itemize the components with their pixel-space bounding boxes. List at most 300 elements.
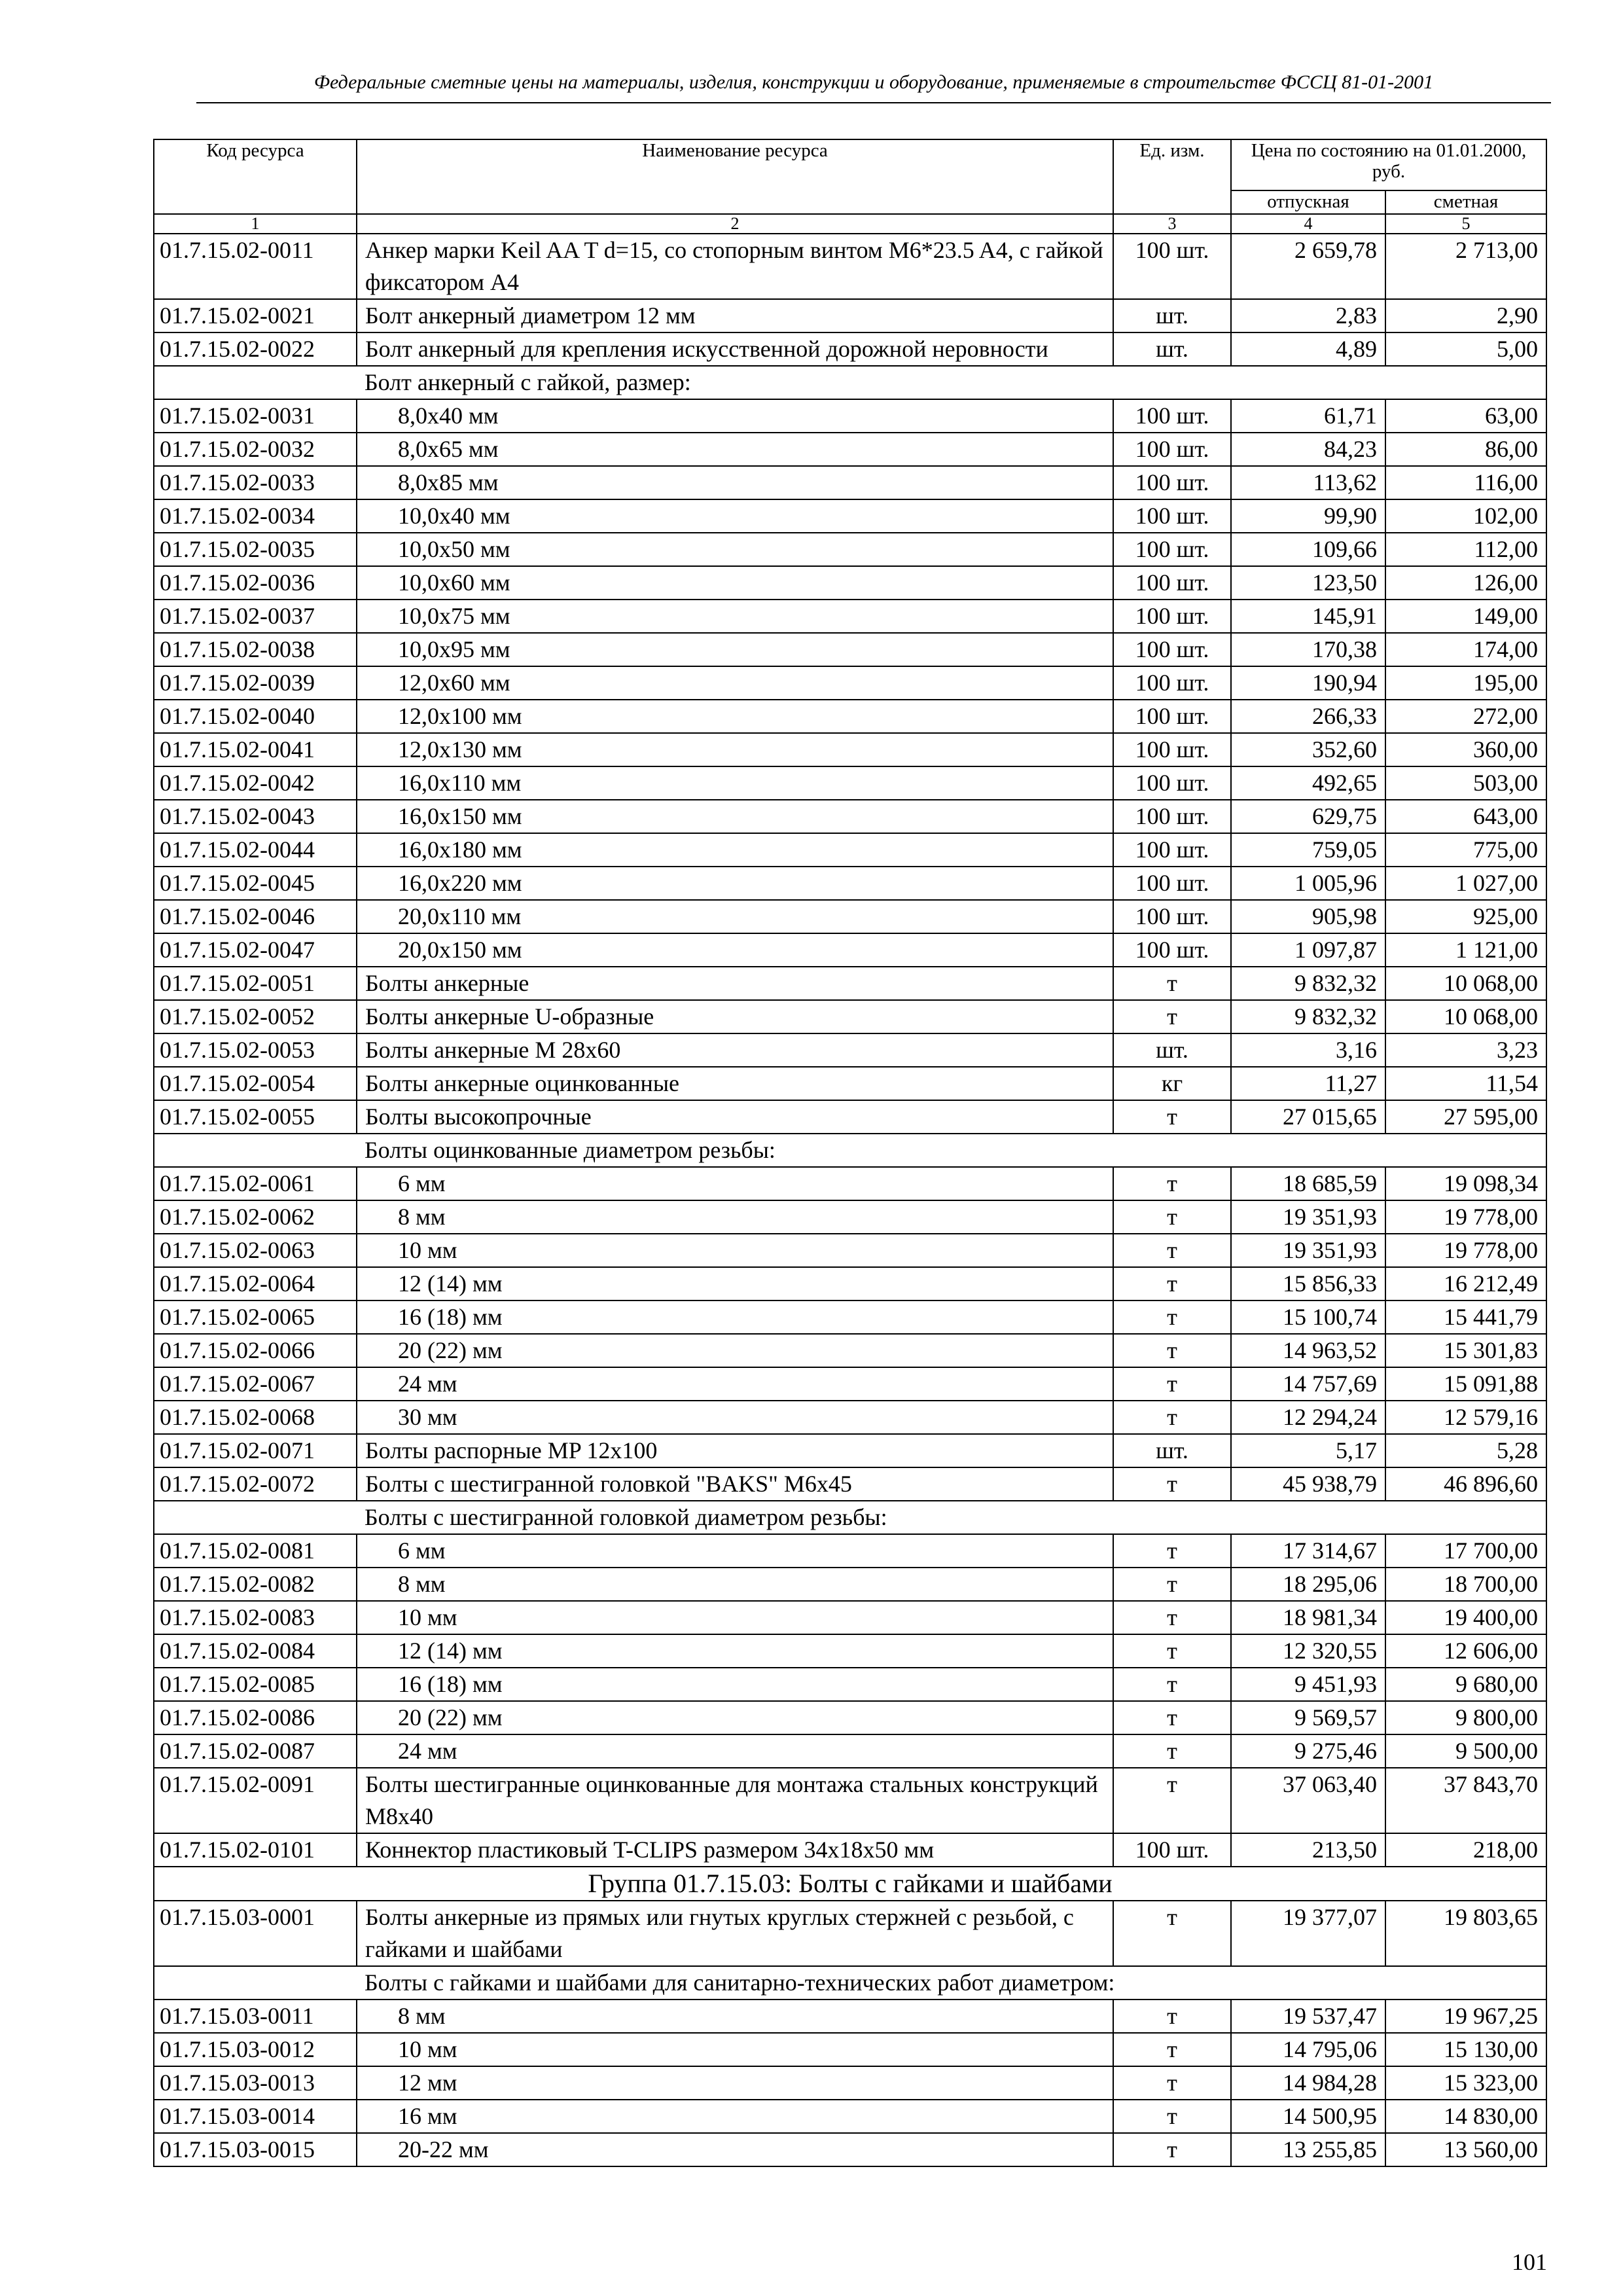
estimate-price: 149,00: [1385, 600, 1546, 633]
unit-of-measure: т: [1113, 2033, 1231, 2066]
price-table: [153, 139, 1547, 2167]
estimate-price: 102,00: [1385, 499, 1546, 533]
estimate-price: 116,00: [1385, 466, 1546, 499]
resource-code: 01.7.15.02-0042: [154, 766, 357, 800]
table-row: [154, 466, 1546, 499]
release-price: 5,17: [1231, 1434, 1385, 1467]
table-row: [154, 1067, 1546, 1100]
release-price: 45 938,79: [1231, 1467, 1385, 1501]
table-row: [154, 1434, 1546, 1467]
table-row: [154, 433, 1546, 466]
empty-cell: [154, 366, 357, 399]
table-row: [154, 1701, 1546, 1734]
estimate-price: 12 579,16: [1385, 1401, 1546, 1434]
table-row: [154, 1367, 1546, 1401]
resource-code: 01.7.15.03-0011: [154, 2000, 357, 2033]
resource-name: Болты распорные MP 12x100: [357, 1434, 1113, 1467]
unit-of-measure: 100 шт.: [1113, 700, 1231, 733]
estimate-price: 19 778,00: [1385, 1200, 1546, 1234]
resource-code: 01.7.15.02-0085: [154, 1668, 357, 1701]
resource-code: 01.7.15.02-0033: [154, 466, 357, 499]
page-number: 101: [1512, 2249, 1547, 2275]
resource-name: 16 (18) мм: [357, 1668, 1113, 1701]
table-row: [154, 299, 1546, 332]
estimate-price: 37 843,70: [1385, 1768, 1546, 1833]
release-price: 4,89: [1231, 332, 1385, 366]
table-row: [154, 666, 1546, 700]
release-price: 213,50: [1231, 1833, 1385, 1867]
table-row: [154, 600, 1546, 633]
resource-code: 01.7.15.02-0054: [154, 1067, 357, 1100]
release-price: 18 295,06: [1231, 1568, 1385, 1601]
estimate-price: 174,00: [1385, 633, 1546, 666]
page-header-title: Федеральные сметные цены на материалы, изделия, конструкции и оборудование, применяемые в строительстве ФССЦ 81-01-2001: [313, 71, 1434, 93]
resource-name: 10,0x75 мм: [357, 600, 1113, 633]
resource-name: 8,0x65 мм: [357, 433, 1113, 466]
resource-code: 01.7.15.02-0047: [154, 933, 357, 967]
unit-of-measure: т: [1113, 2100, 1231, 2133]
estimate-price: 1 121,00: [1385, 933, 1546, 967]
resource-name: 8 мм: [357, 2000, 1113, 2033]
estimate-price: 9 680,00: [1385, 1668, 1546, 1701]
estimate-price: 15 130,00: [1385, 2033, 1546, 2066]
release-price: 15 856,33: [1231, 1267, 1385, 1300]
unit-of-measure: 100 шт.: [1113, 800, 1231, 833]
resource-name: 8 мм: [357, 1568, 1113, 1601]
resource-code: 01.7.15.02-0068: [154, 1401, 357, 1434]
release-price: 2,83: [1231, 299, 1385, 332]
estimate-price: 2 713,00: [1385, 234, 1546, 299]
unit-of-measure: 100 шт.: [1113, 234, 1231, 299]
unit-of-measure: шт.: [1113, 299, 1231, 332]
estimate-price: 112,00: [1385, 533, 1546, 566]
unit-of-measure: шт.: [1113, 1434, 1231, 1467]
unit-of-measure: т: [1113, 2133, 1231, 2166]
estimate-price: 925,00: [1385, 900, 1546, 933]
table-row: [154, 533, 1546, 566]
release-price: 13 255,85: [1231, 2133, 1385, 2166]
estimate-price: 218,00: [1385, 1833, 1546, 1867]
resource-name: 24 мм: [357, 1734, 1113, 1768]
release-price: 9 832,32: [1231, 967, 1385, 1000]
table-row: [154, 499, 1546, 533]
release-price: 9 275,46: [1231, 1734, 1385, 1768]
table-row: [154, 867, 1546, 900]
resource-code: 01.7.15.02-0065: [154, 1300, 357, 1334]
estimate-price: 10 068,00: [1385, 1000, 1546, 1033]
table-row: [154, 700, 1546, 733]
subgroup-heading: Болты оцинкованные диаметром резьбы:: [357, 1134, 1546, 1167]
table-row: [154, 2133, 1546, 2166]
estimate-price: 63,00: [1385, 399, 1546, 433]
table-row: [154, 833, 1546, 867]
resource-code: 01.7.15.02-0101: [154, 1833, 357, 1867]
resource-name: 10 мм: [357, 1601, 1113, 1634]
estimate-price: 14 830,00: [1385, 2100, 1546, 2133]
unit-of-measure: т: [1113, 2000, 1231, 2033]
resource-code: 01.7.15.02-0043: [154, 800, 357, 833]
table-row: [154, 933, 1546, 967]
release-price: 18 685,59: [1231, 1167, 1385, 1200]
unit-of-measure: 100 шт.: [1113, 533, 1231, 566]
unit-of-measure: 100 шт.: [1113, 766, 1231, 800]
resource-name: 20 (22) мм: [357, 1701, 1113, 1734]
resource-code: 01.7.15.02-0064: [154, 1267, 357, 1300]
column-number: 5: [1385, 214, 1546, 234]
header-unit: Ед. изм.: [1113, 139, 1231, 214]
release-price: 123,50: [1231, 566, 1385, 600]
resource-name: 12 (14) мм: [357, 1634, 1113, 1668]
resource-name: 12,0x130 мм: [357, 733, 1113, 766]
table-row: [154, 766, 1546, 800]
resource-code: 01.7.15.02-0072: [154, 1467, 357, 1501]
resource-code: 01.7.15.02-0031: [154, 399, 357, 433]
resource-code: 01.7.15.02-0071: [154, 1434, 357, 1467]
resource-code: 01.7.15.02-0032: [154, 433, 357, 466]
table-row: [154, 1534, 1546, 1568]
estimate-price: 19 098,34: [1385, 1167, 1546, 1200]
table-row: [154, 1768, 1546, 1833]
estimate-price: 46 896,60: [1385, 1467, 1546, 1501]
resource-name: 10,0x40 мм: [357, 499, 1113, 533]
release-price: 99,90: [1231, 499, 1385, 533]
header-name: Наименование ресурса: [357, 139, 1113, 214]
empty-cell: [154, 1501, 357, 1534]
resource-name: 16,0x110 мм: [357, 766, 1113, 800]
table-row: [154, 1901, 1546, 1966]
release-price: 19 351,93: [1231, 1234, 1385, 1267]
table-row: [154, 2066, 1546, 2100]
unit-of-measure: т: [1113, 1668, 1231, 1701]
subgroup-heading-row: [154, 1501, 1546, 1534]
release-price: 145,91: [1231, 600, 1385, 633]
column-number: 3: [1113, 214, 1231, 234]
resource-name: 16 мм: [357, 2100, 1113, 2133]
subgroup-heading-row: [154, 1134, 1546, 1167]
release-price: 12 294,24: [1231, 1401, 1385, 1434]
resource-code: 01.7.15.02-0067: [154, 1367, 357, 1401]
resource-name: Болты анкерные M 28x60: [357, 1033, 1113, 1067]
estimate-price: 86,00: [1385, 433, 1546, 466]
estimate-price: 17 700,00: [1385, 1534, 1546, 1568]
header-release-price: отпускная: [1231, 190, 1385, 214]
table-row: [154, 1568, 1546, 1601]
release-price: 2 659,78: [1231, 234, 1385, 299]
estimate-price: 775,00: [1385, 833, 1546, 867]
resource-code: 01.7.15.02-0046: [154, 900, 357, 933]
table-row: [154, 1401, 1546, 1434]
resource-code: 01.7.15.02-0036: [154, 566, 357, 600]
resource-name: Анкер марки Keil AA T d=15, со стопорным винтом M6*23.5 A4, с гайкой фиксатором A4: [357, 234, 1113, 299]
table-row: [154, 2033, 1546, 2066]
resource-code: 01.7.15.02-0051: [154, 967, 357, 1000]
resource-code: 01.7.15.02-0021: [154, 299, 357, 332]
resource-code: 01.7.15.02-0039: [154, 666, 357, 700]
unit-of-measure: т: [1113, 1601, 1231, 1634]
table-row: [154, 633, 1546, 666]
release-price: 19 377,07: [1231, 1901, 1385, 1966]
unit-of-measure: т: [1113, 1000, 1231, 1033]
unit-of-measure: 100 шт.: [1113, 733, 1231, 766]
resource-name: 10,0x95 мм: [357, 633, 1113, 666]
resource-code: 01.7.15.02-0022: [154, 332, 357, 366]
empty-cell: [154, 1134, 357, 1167]
resource-code: 01.7.15.02-0066: [154, 1334, 357, 1367]
release-price: 19 537,47: [1231, 2000, 1385, 2033]
unit-of-measure: т: [1113, 1234, 1231, 1267]
unit-of-measure: т: [1113, 1901, 1231, 1966]
subgroup-heading-row: [154, 1966, 1546, 2000]
estimate-price: 15 323,00: [1385, 2066, 1546, 2100]
estimate-price: 12 606,00: [1385, 1634, 1546, 1668]
resource-code: 01.7.15.02-0038: [154, 633, 357, 666]
resource-code: 01.7.15.02-0062: [154, 1200, 357, 1234]
unit-of-measure: т: [1113, 1100, 1231, 1134]
unit-of-measure: т: [1113, 967, 1231, 1000]
release-price: 3,16: [1231, 1033, 1385, 1067]
resource-code: 01.7.15.02-0086: [154, 1701, 357, 1734]
resource-name: 12 мм: [357, 2066, 1113, 2100]
release-price: 352,60: [1231, 733, 1385, 766]
resource-code: 01.7.15.02-0037: [154, 600, 357, 633]
release-price: 1 005,96: [1231, 867, 1385, 900]
resource-code: 01.7.15.02-0082: [154, 1568, 357, 1601]
resource-name: 16,0x150 мм: [357, 800, 1113, 833]
resource-code: 01.7.15.02-0041: [154, 733, 357, 766]
unit-of-measure: т: [1113, 1701, 1231, 1734]
release-price: 266,33: [1231, 700, 1385, 733]
resource-code: 01.7.15.02-0034: [154, 499, 357, 533]
release-price: 14 963,52: [1231, 1334, 1385, 1367]
estimate-price: 360,00: [1385, 733, 1546, 766]
release-price: 12 320,55: [1231, 1634, 1385, 1668]
table-row: [154, 332, 1546, 366]
resource-code: 01.7.15.03-0014: [154, 2100, 357, 2133]
unit-of-measure: т: [1113, 1568, 1231, 1601]
release-price: 61,71: [1231, 399, 1385, 433]
empty-cell: [154, 1966, 357, 2000]
resource-code: 01.7.15.03-0012: [154, 2033, 357, 2066]
release-price: 19 351,93: [1231, 1200, 1385, 1234]
table-row: [154, 1000, 1546, 1033]
estimate-price: 16 212,49: [1385, 1267, 1546, 1300]
resource-code: 01.7.15.02-0053: [154, 1033, 357, 1067]
unit-of-measure: т: [1113, 1768, 1231, 1833]
unit-of-measure: т: [1113, 1634, 1231, 1668]
release-price: 11,27: [1231, 1067, 1385, 1100]
table-row: [154, 900, 1546, 933]
estimate-price: 643,00: [1385, 800, 1546, 833]
unit-of-measure: 100 шт.: [1113, 867, 1231, 900]
release-price: 113,62: [1231, 466, 1385, 499]
unit-of-measure: т: [1113, 1734, 1231, 1768]
resource-name: 16,0x180 мм: [357, 833, 1113, 867]
release-price: 759,05: [1231, 833, 1385, 867]
release-price: 109,66: [1231, 533, 1385, 566]
column-number: 4: [1231, 214, 1385, 234]
estimate-price: 1 027,00: [1385, 867, 1546, 900]
group-title-row: [154, 1867, 1546, 1901]
resource-name: 6 мм: [357, 1167, 1113, 1200]
unit-of-measure: т: [1113, 2066, 1231, 2100]
unit-of-measure: шт.: [1113, 332, 1231, 366]
header-code: Код ресурса: [154, 139, 357, 214]
table-row: [154, 1033, 1546, 1067]
unit-of-measure: т: [1113, 1534, 1231, 1568]
release-price: 14 500,95: [1231, 2100, 1385, 2133]
unit-of-measure: шт.: [1113, 1033, 1231, 1067]
release-price: 1 097,87: [1231, 933, 1385, 967]
release-price: 27 015,65: [1231, 1100, 1385, 1134]
resource-code: 01.7.15.03-0015: [154, 2133, 357, 2166]
estimate-price: 11,54: [1385, 1067, 1546, 1100]
subgroup-heading: Болты с гайками и шайбами для санитарно-технических работ диаметром:: [357, 1966, 1546, 2000]
estimate-price: 272,00: [1385, 700, 1546, 733]
resource-name: 30 мм: [357, 1401, 1113, 1434]
table-body: [154, 234, 1546, 2166]
estimate-price: 9 500,00: [1385, 1734, 1546, 1768]
resource-name: 8,0x85 мм: [357, 466, 1113, 499]
resource-name: 10,0x60 мм: [357, 566, 1113, 600]
column-number: 1: [154, 214, 357, 234]
estimate-price: 18 700,00: [1385, 1568, 1546, 1601]
estimate-price: 19 967,25: [1385, 2000, 1546, 2033]
table-row: [154, 2100, 1546, 2133]
resource-name: Болты анкерные оцинкованные: [357, 1067, 1113, 1100]
resource-name: 10 мм: [357, 2033, 1113, 2066]
estimate-price: 19 803,65: [1385, 1901, 1546, 1966]
resource-code: 01.7.15.02-0044: [154, 833, 357, 867]
resource-name: 16 (18) мм: [357, 1300, 1113, 1334]
subgroup-heading: Болты с шестигранной головкой диаметром резьбы:: [357, 1501, 1546, 1534]
unit-of-measure: 100 шт.: [1113, 466, 1231, 499]
table-row: [154, 1601, 1546, 1634]
resource-name: 8,0x40 мм: [357, 399, 1113, 433]
estimate-price: 13 560,00: [1385, 2133, 1546, 2166]
release-price: 9 569,57: [1231, 1701, 1385, 1734]
release-price: 14 795,06: [1231, 2033, 1385, 2066]
estimate-price: 10 068,00: [1385, 967, 1546, 1000]
estimate-price: 19 778,00: [1385, 1234, 1546, 1267]
unit-of-measure: т: [1113, 1167, 1231, 1200]
resource-name: Болт анкерный для крепления искусственной дорожной неровности: [357, 332, 1113, 366]
resource-name: Болты анкерные: [357, 967, 1113, 1000]
table-row: [154, 1267, 1546, 1300]
estimate-price: 3,23: [1385, 1033, 1546, 1067]
unit-of-measure: 100 шт.: [1113, 900, 1231, 933]
table-row: [154, 1668, 1546, 1701]
table-row: [154, 1167, 1546, 1200]
unit-of-measure: т: [1113, 1334, 1231, 1367]
estimate-price: 15 091,88: [1385, 1367, 1546, 1401]
header-estimate-price: сметная: [1385, 190, 1546, 214]
subgroup-heading-row: [154, 366, 1546, 399]
resource-name: Болты анкерные из прямых или гнутых круглых стержней с резьбой, с гайками и шайбами: [357, 1901, 1113, 1966]
release-price: 37 063,40: [1231, 1768, 1385, 1833]
resource-name: 20 (22) мм: [357, 1334, 1113, 1367]
resource-name: 16,0x220 мм: [357, 867, 1113, 900]
release-price: 9 832,32: [1231, 1000, 1385, 1033]
resource-name: Болт анкерный диаметром 12 мм: [357, 299, 1113, 332]
table-row: [154, 566, 1546, 600]
resource-code: 01.7.15.02-0035: [154, 533, 357, 566]
estimate-price: 503,00: [1385, 766, 1546, 800]
unit-of-measure: т: [1113, 1267, 1231, 1300]
resource-code: 01.7.15.02-0055: [154, 1100, 357, 1134]
table-row: [154, 234, 1546, 299]
release-price: 15 100,74: [1231, 1300, 1385, 1334]
group-title: Группа 01.7.15.03: Болты с гайками и шайбами: [154, 1867, 1546, 1901]
release-price: 190,94: [1231, 666, 1385, 700]
release-price: 905,98: [1231, 900, 1385, 933]
unit-of-measure: кг: [1113, 1067, 1231, 1100]
release-price: 14 757,69: [1231, 1367, 1385, 1401]
unit-of-measure: 100 шт.: [1113, 933, 1231, 967]
resource-code: 01.7.15.03-0013: [154, 2066, 357, 2100]
table-row: [154, 733, 1546, 766]
estimate-price: 19 400,00: [1385, 1601, 1546, 1634]
release-price: 18 981,34: [1231, 1601, 1385, 1634]
table-row: [154, 967, 1546, 1000]
resource-name: 20-22 мм: [357, 2133, 1113, 2166]
resource-code: 01.7.15.02-0083: [154, 1601, 357, 1634]
resource-name: 10,0x50 мм: [357, 533, 1113, 566]
resource-name: 8 мм: [357, 1200, 1113, 1234]
table-row: [154, 1200, 1546, 1234]
resource-name: 6 мм: [357, 1534, 1113, 1568]
resource-name: Болты анкерные U-образные: [357, 1000, 1113, 1033]
unit-of-measure: т: [1113, 1367, 1231, 1401]
estimate-price: 126,00: [1385, 566, 1546, 600]
unit-of-measure: т: [1113, 1300, 1231, 1334]
release-price: 84,23: [1231, 433, 1385, 466]
unit-of-measure: 100 шт.: [1113, 433, 1231, 466]
estimate-price: 2,90: [1385, 299, 1546, 332]
release-price: 170,38: [1231, 633, 1385, 666]
resource-name: Коннектор пластиковый T-CLIPS размером 34x18x50 мм: [357, 1833, 1113, 1867]
resource-code: 01.7.15.02-0063: [154, 1234, 357, 1267]
table-row: [154, 1634, 1546, 1668]
resource-name: 12,0x100 мм: [357, 700, 1113, 733]
resource-code: 01.7.15.02-0084: [154, 1634, 357, 1668]
resource-code: 01.7.15.02-0087: [154, 1734, 357, 1768]
resource-code: 01.7.15.02-0052: [154, 1000, 357, 1033]
column-number: 2: [357, 214, 1113, 234]
header-price: Цена по состоянию на 01.01.2000, руб.: [1231, 139, 1546, 190]
resource-code: 01.7.15.02-0040: [154, 700, 357, 733]
release-price: 17 314,67: [1231, 1534, 1385, 1568]
resource-code: 01.7.15.03-0001: [154, 1901, 357, 1966]
unit-of-measure: 100 шт.: [1113, 399, 1231, 433]
resource-code: 01.7.15.02-0045: [154, 867, 357, 900]
resource-name: Болты с шестигранной головкой "BAKS" M6x45: [357, 1467, 1113, 1501]
unit-of-measure: 100 шт.: [1113, 666, 1231, 700]
unit-of-measure: т: [1113, 1467, 1231, 1501]
table-row: [154, 1234, 1546, 1267]
unit-of-measure: 100 шт.: [1113, 566, 1231, 600]
resource-code: 01.7.15.02-0011: [154, 234, 357, 299]
table-row: [154, 800, 1546, 833]
estimate-price: 195,00: [1385, 666, 1546, 700]
header-rule: [196, 102, 1551, 103]
resource-name: 20,0x110 мм: [357, 900, 1113, 933]
resource-code: 01.7.15.02-0061: [154, 1167, 357, 1200]
resource-name: Болты шестигранные оцинкованные для монтажа стальных конструкций M8x40: [357, 1768, 1113, 1833]
unit-of-measure: 100 шт.: [1113, 1833, 1231, 1867]
resource-name: 20,0x150 мм: [357, 933, 1113, 967]
unit-of-measure: 100 шт.: [1113, 600, 1231, 633]
release-price: 14 984,28: [1231, 2066, 1385, 2100]
